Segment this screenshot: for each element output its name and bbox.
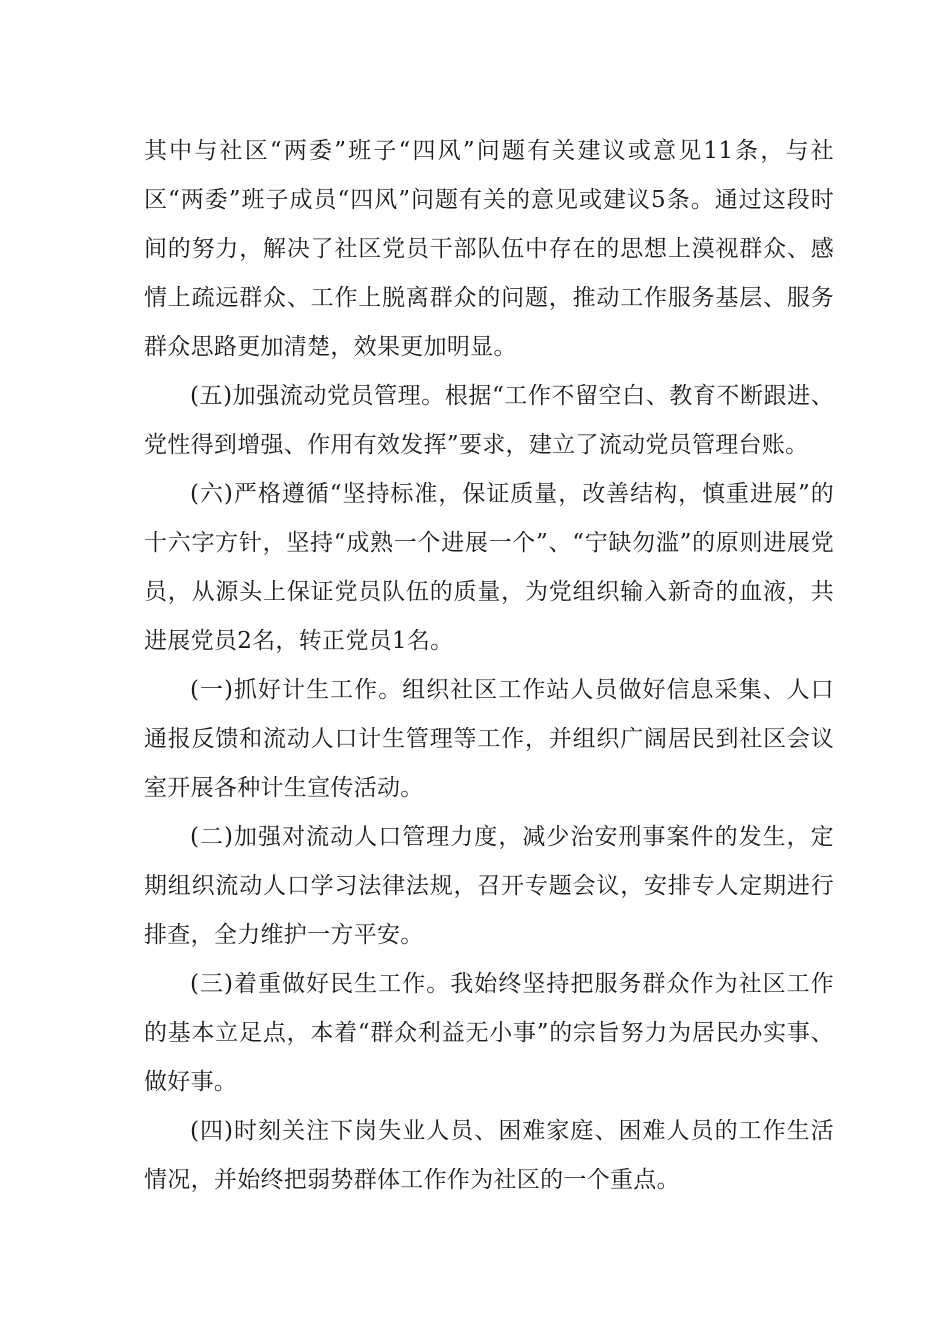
paragraph-item-3: (三)着重做好民生工作。我始终坚持把服务群众作为社区工作的基本立足点，本着“群众利益无小事”的宗旨努力为居民办实事、做好事。	[144, 971, 834, 1095]
paragraph-item-2: (二)加强对流动人口管理力度，减少治安刑事案件的发生，定期组织流动人口学习法律法规，召开专题会议，安排专人定期进行排查，全力维护一方平安。	[144, 824, 834, 948]
paragraph-item-1: (一)抓好计生工作。组织社区工作站人员做好信息采集、人口通报反馈和流动人口计生管理等工作，并组织广阔居民到社区会议室开展各种计生宣传活动。	[144, 677, 834, 801]
paragraph-continuation: 其中与社区“两委”班子“四风”问题有关建议或意见11条，与社区“两委”班子成员“四风”问题有关的意见或建议5条。通过这段时间的努力，解决了社区党员干部队伍中存在的思想上漠视群众、感情上疏远群众、工作上脱离群众的问题，推动工作服务基层、服务群众思路更加清楚，效果更加明显。	[144, 138, 834, 360]
paragraph-item-6: (六)严格遵循“坚持标准，保证质量，改善结构，慎重进展”的十六字方针，坚持“成熟一个进展一个”、“宁缺勿滥”的原则进展党员，从源头上保证党员队伍的质量，为党组织输入新奇的血液，共进展党员2名，转正党员1名。	[144, 481, 834, 654]
paragraph-item-5: (五)加强流动党员管理。根据“工作不留空白、教育不断跟进、党性得到增强、作用有效发挥”要求，建立了流动党员管理台账。	[144, 383, 834, 458]
paragraph-item-4: (四)时刻关注下岗失业人员、困难家庭、困难人员的工作生活情况，并始终把弱势群体工作作为社区的一个重点。	[144, 1118, 834, 1193]
document-body	[144, 127, 834, 1205]
